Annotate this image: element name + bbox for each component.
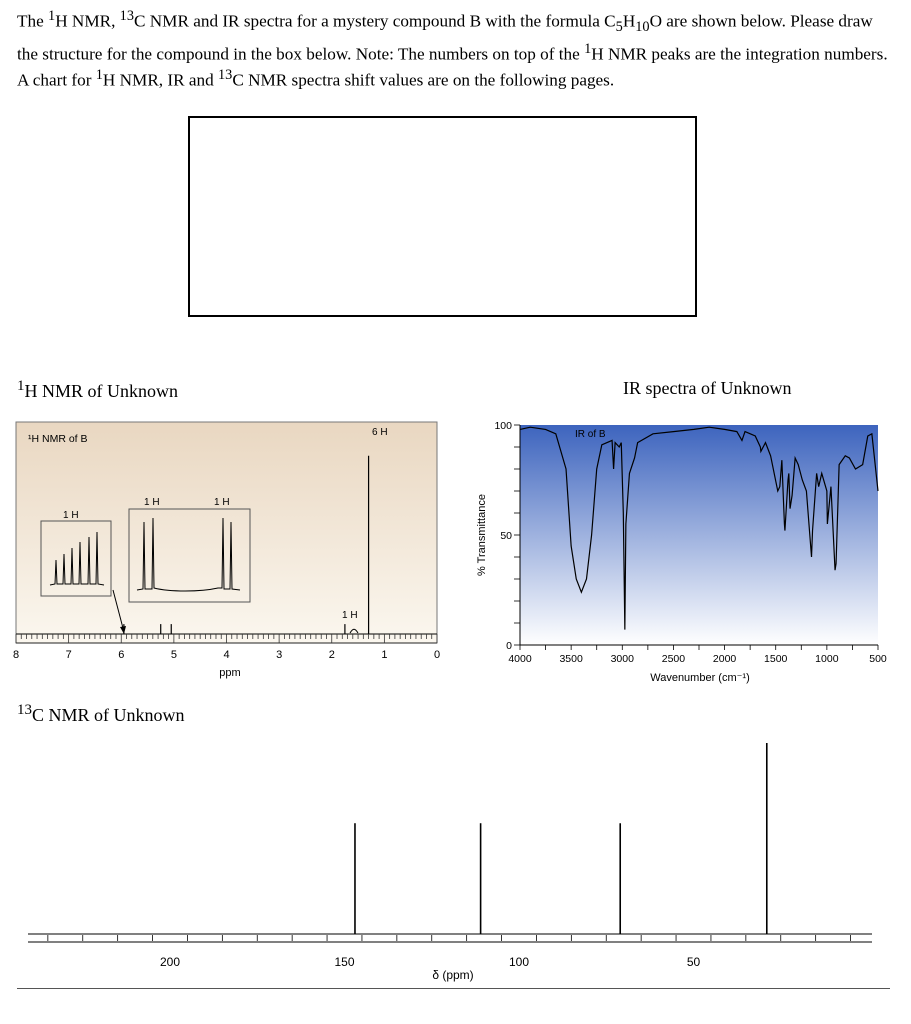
ir-title: IR of B — [575, 429, 606, 440]
ir-spectrum — [470, 410, 890, 700]
hnmr-tick-label: 1 — [381, 649, 388, 661]
instructions-paragraph: The $^1$H NMR, $^{13}$C NMR and IR spectra for a mystery compound B with the formula $C_5H_{10}O$ are shown below. Please draw the structure for the compound in the box below. Note: The numbers on top of the $^1$H NMR peaks are the integration numbers. A chart for $^1$H NMR, IR and $^{13}$C NMR spectra shift values are on the following pages. — [17, 8, 888, 90]
cnmr-ticks — [48, 935, 851, 969]
ir-y-axis-label: % Transmittance — [476, 494, 488, 576]
hnmr-peak-label-6h: 6 H — [372, 427, 388, 438]
ir-plot-area — [520, 425, 878, 645]
cnmr-x-axis-label: δ (ppm) — [432, 968, 474, 982]
ir-x-tick-label: 2500 — [661, 653, 686, 665]
ir-x-tick-label: 3000 — [610, 653, 634, 665]
hnmr-tick-label: 0 — [433, 649, 441, 661]
hnmr-x-axis-label: ppm — [219, 667, 241, 679]
ir-x-tick-label: 1500 — [764, 653, 788, 665]
cnmr-tick-label: 200 — [159, 955, 181, 969]
hnmr-title: ¹H NMR of B — [28, 433, 88, 445]
ir-x-tick-label: 2000 — [712, 653, 737, 665]
hnmr-peak-label-1h: 1 H — [342, 610, 358, 621]
cnmr-tick-label: 50 — [686, 955, 701, 969]
ir-x-axis-label: Wavenumber (cm⁻¹) — [650, 672, 750, 684]
structure-answer-box[interactable] — [188, 116, 697, 317]
hnmr-plot-area — [16, 422, 437, 643]
bottom-rule — [17, 988, 890, 989]
ir-y-tick-label: 50 — [500, 530, 512, 542]
hnmr-tick-label: 3 — [276, 649, 283, 661]
hnmr-tick-label: 5 — [170, 649, 177, 661]
cnmr-tick-label: 150 — [334, 955, 355, 969]
ir-x-tick-label: 500 — [869, 653, 887, 665]
hnmr-tick-label: 2 — [328, 649, 335, 661]
ir-x-tick-label: 1000 — [815, 653, 839, 665]
cnmr-heading: $^{13}$C NMR of Unknown — [17, 702, 185, 725]
ir-x-tick-label: 4000 — [508, 653, 532, 665]
ir-y-tick-label: 100 — [494, 420, 512, 432]
hnmr-spectrum — [0, 410, 450, 680]
ir-heading: IR spectra of Unknown — [623, 378, 792, 398]
hnmr-inset-label-2: 1 H — [144, 497, 160, 508]
hnmr-heading: $^1$H NMR of Unknown — [17, 378, 179, 401]
hnmr-inset-label-3: 1 H — [214, 497, 230, 508]
cnmr-tick-label: 100 — [508, 955, 530, 969]
hnmr-tick-label: 4 — [223, 649, 230, 661]
hnmr-tick-label: 7 — [65, 649, 72, 661]
hnmr-tick-label: 8 — [12, 649, 20, 661]
hnmr-inset-label-1: 1 H — [63, 510, 79, 521]
cnmr-peaks — [355, 743, 767, 934]
ir-y-tick-label: 0 — [506, 640, 512, 652]
hnmr-tick-label: 6 — [118, 649, 125, 661]
cnmr-spectrum — [0, 730, 880, 990]
ir-x-tick-label: 3500 — [559, 653, 583, 665]
